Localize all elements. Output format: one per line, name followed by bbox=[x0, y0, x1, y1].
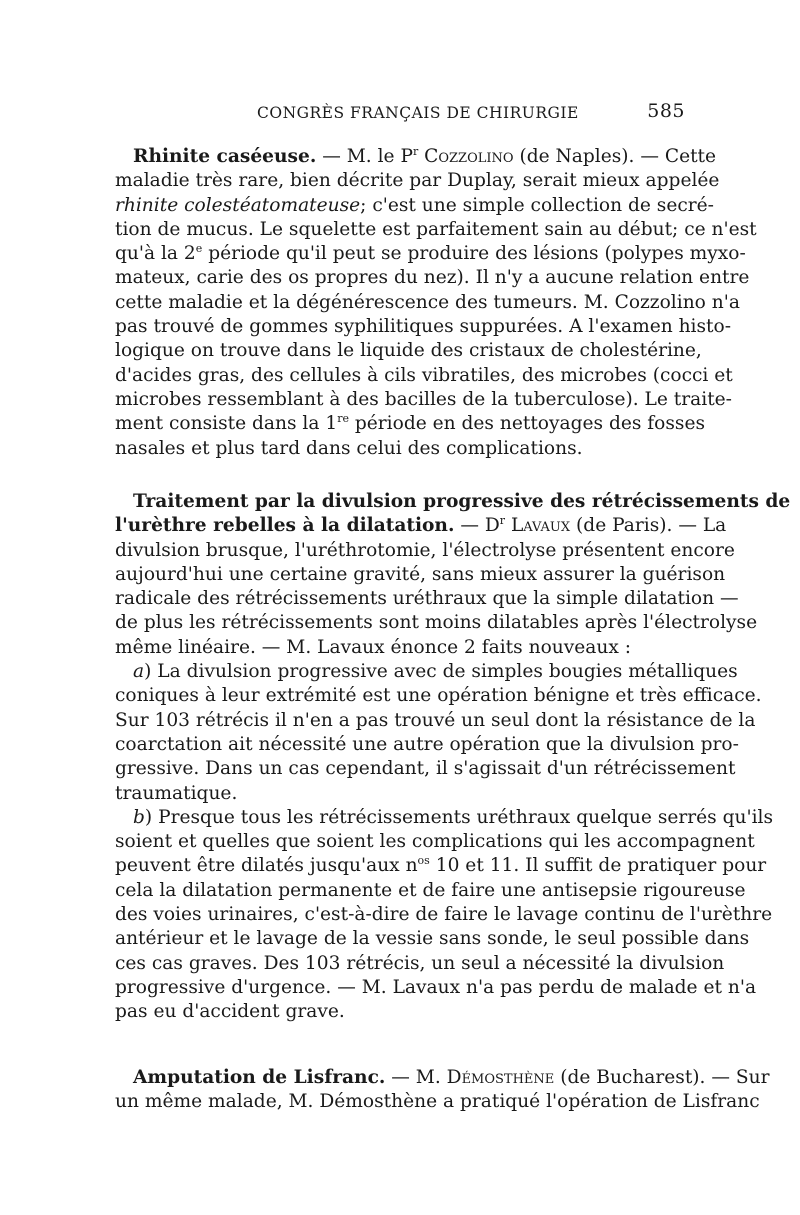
text-line: soient et quelles que soient les complications qui les accompagnent bbox=[115, 831, 755, 853]
text-line: ment consiste dans la 1re période en des nettoyages des fosses bbox=[115, 412, 706, 435]
text-line: de plus les rétrécissements sont moins dilatables après l'électrolyse bbox=[115, 612, 758, 634]
author-name: Lavaux bbox=[505, 515, 571, 537]
point-label: a bbox=[133, 661, 145, 683]
text-line: ces cas graves. Des 103 rétrécis, un seul a nécessité la divulsion bbox=[115, 952, 725, 974]
text-line: coarctation ait nécessité une autre opération que la divulsion pro- bbox=[115, 733, 739, 755]
text-line: Rhinite caséeuse. — M. le $P^r$ Cozzolino (de Naples). — Cette bbox=[133, 144, 717, 167]
text-line: Amputation de Lisfranc. — M. Démosthène (de Bucharest). — Sur bbox=[133, 1067, 770, 1088]
text-line: traumatique. bbox=[115, 782, 238, 804]
text-line: un même malade, M. Démosthène a pratiqué l'opération de Lisfranc bbox=[115, 1091, 760, 1113]
text-line: gressive. Dans un cas cependant, il s'agissait d'un rétrécissement bbox=[115, 758, 736, 780]
text-line: tion de mucus. Le squelette est parfaitement sain au début; ce n'est bbox=[115, 218, 757, 240]
running-header bbox=[115, 100, 685, 128]
text-line: antérieur et le lavage de la vessie sans sonde, le seul possible dans bbox=[115, 928, 750, 950]
text-line: pas trouvé de gommes syphilitiques suppurées. A l'examen histo- bbox=[115, 316, 731, 338]
text-line: qu'à la 2e période qu'il peut se produire des lésions (polypes myxo- bbox=[115, 242, 746, 265]
text-line: radicale des rétrécissements uréthraux que la simple dilatation — bbox=[115, 588, 739, 610]
author-name: Démosthène bbox=[446, 1067, 555, 1088]
page-number: 585 bbox=[647, 100, 685, 122]
text-line: divulsion brusque, l'uréthrotomie, l'électrolyse présentent encore bbox=[115, 539, 735, 561]
text-line: peuvent être dilatés jusqu'aux $n^{os}$ 10 et 11. Il suffit de pratiquer pour bbox=[115, 854, 767, 877]
text-line: coniques à leur extrémité est une opération bénigne et très efficace. bbox=[115, 685, 762, 707]
text-line: b) Presque tous les rétrécissements uréthraux quelque serrés qu'ils bbox=[133, 806, 774, 828]
text-line: microbes ressemblant à des bacilles de la tuberculose). Le traite- bbox=[115, 388, 732, 410]
section-title: Rhinite caséeuse. bbox=[133, 146, 317, 167]
author-name: Cozzolino bbox=[418, 146, 514, 167]
paragraph-divulsion bbox=[115, 490, 791, 1025]
text-line: progressive d'urgence. — M. Lavaux n'a pas perdu de malade et n'a bbox=[115, 976, 757, 998]
text-line: Sur 103 rétrécis il n'en a pas trouvé un seul dont la résistance de la bbox=[115, 709, 756, 731]
text-line: mateux, carie des os propres du nez). Il n'y a aucune relation entre bbox=[115, 267, 750, 289]
section-title: Amputation de Lisfranc. bbox=[133, 1067, 386, 1088]
text-line: nasales et plus tard dans celui des complications. bbox=[115, 437, 583, 459]
text-line: logique on trouve dans le liquide des cristaux de cholestérine, bbox=[115, 340, 702, 362]
paragraph-amputation-lisfranc bbox=[115, 1066, 770, 1115]
text-line: cela la dilatation permanente et de faire une antisepsie rigoureuse bbox=[115, 879, 746, 901]
paragraph-rhinite-caseeuse bbox=[115, 144, 757, 461]
text-line: aujourd'hui une certaine gravité, sans mieux assurer la guérison bbox=[115, 563, 726, 585]
text-line: cette maladie et la dégénérescence des tumeurs. M. Cozzolino n'a bbox=[115, 291, 740, 313]
text-line: a) La divulsion progressive avec de simples bougies métalliques bbox=[133, 661, 738, 683]
text-line: pas eu d'accident grave. bbox=[115, 1001, 345, 1023]
point-label: b bbox=[133, 806, 145, 828]
running-title: CONGRÈS FRANÇAIS DE CHIRURGIE bbox=[257, 104, 579, 122]
text-line: d'acides gras, des cellules à cils vibratiles, des microbes (cocci et bbox=[115, 364, 733, 386]
text-line: rhinite colestéatomateuse; c'est une simple collection de secré- bbox=[115, 194, 714, 216]
text-line: des voies urinaires, c'est-à-dire de faire le lavage continu de l'urèthre bbox=[115, 904, 773, 926]
text-line: l'urèthre rebelles à la dilatation. — $D^r$ Lavaux (de Paris). — La bbox=[115, 514, 727, 537]
section-title: Traitement par la divulsion progressive des rétrécissements de bbox=[133, 491, 791, 512]
text-line: même linéaire. — M. Lavaux énonce 2 faits nouveaux : bbox=[115, 636, 631, 658]
text-line: maladie très rare, bien décrite par Duplay, serait mieux appelée bbox=[115, 170, 720, 192]
